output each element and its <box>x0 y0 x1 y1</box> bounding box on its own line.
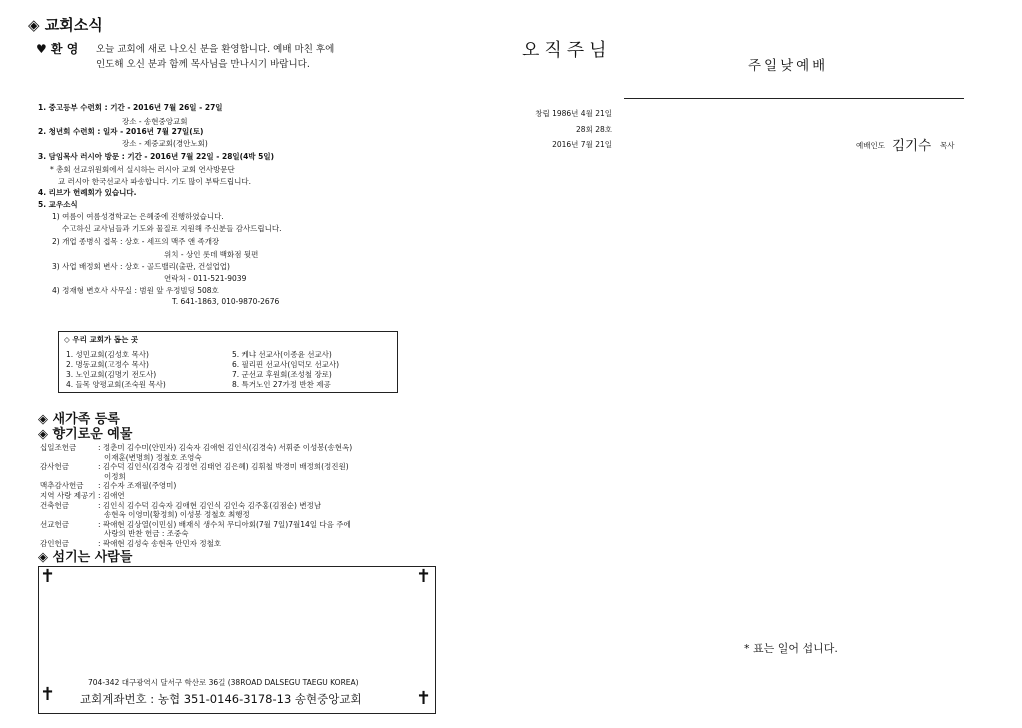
mission-item: 4. 들목 양평교회(조숙원 목사) <box>66 380 166 389</box>
cross-icon: ✝ <box>40 684 56 705</box>
offering-names: 송현옥 이영미(황정희) 이성봉 정철호 최행정 <box>104 510 250 520</box>
offering-names: : 곽애현 김성숙 송현옥 안민자 정철호 <box>98 539 222 548</box>
notice-line: 5. 교우소식 <box>38 200 78 209</box>
offering-label: 감사헌금 <box>40 462 69 472</box>
offering-label: 감인헌금 <box>40 539 69 548</box>
notice-line: 4. 리브가 헌례회가 있습니다. <box>38 188 137 197</box>
notice-line: 교 러시아 한국선교사 파송합니다. 기도 많이 부탁드립니다. <box>58 177 251 186</box>
mission-item: 2. 명동교회(고정수 목사) <box>66 360 149 369</box>
welcome-title: ♥ 환 영 <box>36 42 79 56</box>
notice-line: 위치 - 상인 롯데 백화점 뒷편 <box>164 250 259 259</box>
offering-names: 이정희 <box>104 471 126 481</box>
welcome-line-1: 오늘 교회에 새로 나오신 분을 환영합니다. 예배 마친 후에 <box>96 44 335 55</box>
mission-item: 1. 성민교회(김성호 목사) <box>66 350 149 359</box>
mission-box-title: ◇ 우리 교회가 돕는 곳 <box>64 335 139 344</box>
notice-line: T. 641-1863, 010-9870-2676 <box>172 297 280 306</box>
notice-line: 연락처 - 011-521-9039 <box>164 274 247 283</box>
servants-header: ◈ 섬기는 사람들 <box>38 550 133 565</box>
offering-names: : 김인식 김수덕 김숙자 김애현 김인식 김인숙 김주홍(김점순) 변정남 <box>98 500 322 510</box>
offering-names: : 김애연 <box>98 491 125 500</box>
offering-label: 건축헌금 <box>40 500 69 510</box>
notice-line: 장소 - 제중교회(경안노회) <box>122 139 208 148</box>
offering-names: : 김수자 조재필(주영미) <box>98 481 177 491</box>
history-line-2: 28회 28호 <box>576 125 612 134</box>
cross-icon: ✝ <box>40 566 56 587</box>
offering-names: : 정춘미 김수미(안민자) 김숙자 김애현 김인식(김경숙) 서휘준 이성봉(송현옥) <box>98 443 353 452</box>
notice-line: 수고하신 교사님들과 기도와 물질로 지원해 주신분들 감사드립니다. <box>62 224 282 233</box>
mission-item: 3. 노인교회(김명기 전도사) <box>66 370 157 379</box>
offering-header: ◈ 향기로운 예물 <box>38 427 133 442</box>
offering-names: : 김수덕 김인식(김경숙 김정연 김태연 김은혜) 김휘철 박경미 배정희(정진원) <box>98 462 349 472</box>
offering-names: 사랑의 반찬 헌금 : 조중숙 <box>104 529 189 539</box>
leader-name: 김기수 <box>892 138 932 154</box>
history-line-1: 창립 1986년 4월 21일 <box>535 109 612 118</box>
notice-line: 1) 여름이 여름성경학교는 은혜중에 진행하였습니다. <box>52 212 224 221</box>
news-header: ◈ 교회소식 <box>28 16 103 34</box>
notice-line: 4) 정재형 변호사 사무실 : 범원 앞 우정빌딩 508호 <box>52 286 219 295</box>
offering-names: : 곽애현 김상열(이민심) 배재식 생수처 무디아회(7월 7일)7월14일 다음 주에 <box>98 519 351 529</box>
mission-item: 8. 특거노인 27가정 반찬 제공 <box>232 380 331 389</box>
notice-line: 장소 - 송현중앙교회 <box>122 117 188 126</box>
welcome-line-2: 인도해 오신 분과 함께 목사님을 만나시기 바랍니다. <box>96 59 310 70</box>
leader-label: 예배인도 <box>856 141 885 150</box>
notice-line: 2) 개업 종병식 접목 : 상호 - 세프의 맥주 앤 족개장 <box>52 237 220 246</box>
newcomer-header: ◈ 새가족 등록 <box>38 412 120 427</box>
history-line-3: 2016년 7월 21일 <box>552 140 612 149</box>
mission-item: 6. 필리핀 선교사(임덕모 선교사) <box>232 360 340 369</box>
mission-item: 7. 군선교 후원회(조성철 장로) <box>232 370 332 379</box>
church-name: 오직주님 <box>522 40 612 61</box>
notice-line: 3) 사업 배정회 변사 : 상호 - 골드밸리(출판, 건설업업) <box>52 262 230 271</box>
bank-account: 교회계좌번호 : 농협 351-0146-3178-13 송현중앙교회 <box>80 692 362 706</box>
standing-footnote: * 표는 일어 섭니다. <box>744 642 838 655</box>
church-address: 704-342 대구광역시 달서구 학산로 36길 (38ROAD DALSEGU TAEGU KOREA) <box>88 678 359 687</box>
offering-label: 선교헌금 <box>40 519 69 529</box>
notice-line: * 총회 선교위원회에서 실시하는 러시아 교회 연사방문단 <box>50 165 235 174</box>
mission-item: 5. 케냐 선교사(이종윤 선교사) <box>232 350 332 359</box>
title-rule <box>624 98 964 99</box>
offering-label: 맥추감사헌금 <box>40 481 84 491</box>
offering-label: 십일조헌금 <box>40 443 77 452</box>
notice-line: 2. 청년회 수련회 : 일자 - 2016년 7월 27일(토) <box>38 127 204 136</box>
offering-names: 이재훈(변명희) 정철호 조영숙 <box>104 452 202 462</box>
notice-line: 1. 중고등부 수련회 : 기간 - 2016년 7월 26일 - 27일 <box>38 103 223 112</box>
notice-line: 3. 담임목사 러시아 방문 : 기간 - 2016년 7월 22일 - 28일(4박 5일) <box>38 152 275 161</box>
offering-label: 지역 사랑 제공기 <box>40 491 96 500</box>
service-title: 주일낮예배 <box>748 58 829 74</box>
leader-suffix: 목사 <box>940 141 955 150</box>
cross-icon: ✝ <box>416 688 432 709</box>
cross-icon: ✝ <box>416 566 432 587</box>
